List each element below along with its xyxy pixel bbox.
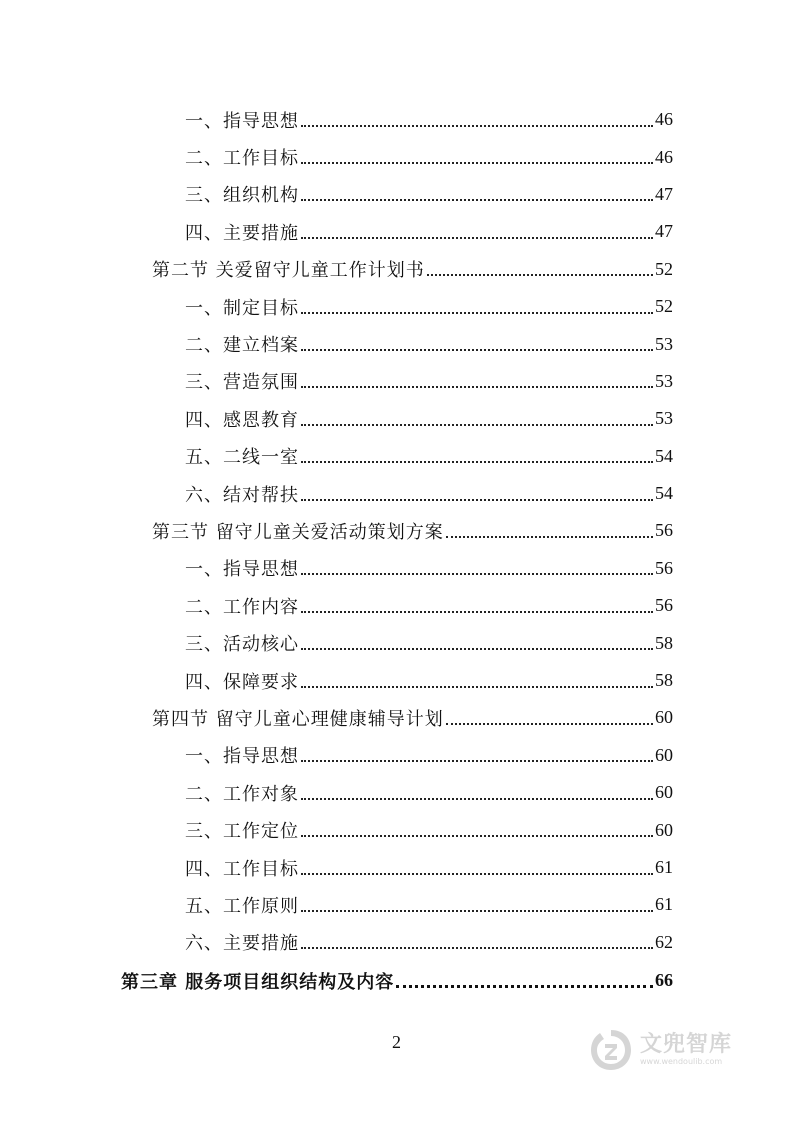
toc-entry-page: 60: [655, 707, 673, 728]
toc-entry-page: 60: [655, 782, 673, 803]
toc-entry-title: 四、主要措施: [185, 222, 299, 244]
toc-entry[interactable]: [0, 438, 673, 475]
toc-leader-dots: [301, 798, 653, 800]
toc-entry-page: 56: [655, 520, 673, 541]
toc-leader-dots: [446, 723, 653, 725]
toc-entry-title: 一、制定目标: [185, 297, 299, 319]
toc-entry-page: 53: [655, 408, 673, 429]
toc-entry[interactable]: [0, 101, 673, 138]
toc-entry[interactable]: [0, 475, 673, 512]
toc-entry-page: 56: [655, 557, 673, 578]
toc-leader-dots: [301, 312, 653, 314]
toc-entry[interactable]: [0, 924, 673, 961]
watermark-url: www.wendoulib.com: [640, 1057, 723, 1066]
toc-entry-title: 四、工作目标: [185, 858, 299, 880]
toc-entry[interactable]: [0, 587, 673, 624]
toc-section-entry[interactable]: [0, 251, 673, 288]
toc-entry-title: 二、工作内容: [185, 596, 299, 618]
toc-entry-page: 60: [655, 744, 673, 765]
toc-entry-page: 54: [655, 483, 673, 504]
toc-entry[interactable]: [0, 400, 673, 437]
toc-entry-page: 53: [655, 333, 673, 354]
toc-entry-page: 58: [655, 632, 673, 653]
toc-entry-page: 46: [655, 109, 673, 130]
toc-leader-dots: [301, 199, 653, 201]
toc-entry-title: 三、营造氛围: [185, 372, 299, 394]
toc-leader-dots: [396, 985, 653, 988]
toc-entry-title: 第二节 关爱留守儿童工作计划书: [152, 260, 425, 282]
toc-entry[interactable]: [0, 176, 673, 213]
table-of-contents: [0, 101, 793, 999]
toc-entry-page: 46: [655, 146, 673, 167]
toc-leader-dots: [301, 648, 653, 650]
toc-entry-title: 五、二线一室: [185, 447, 299, 469]
toc-entry-title: 二、工作对象: [185, 783, 299, 805]
watermark-brand-name: 文兜智库: [640, 1032, 733, 1057]
toc-leader-dots: [301, 611, 653, 613]
toc-entry[interactable]: [0, 849, 673, 886]
toc-entry[interactable]: [0, 550, 673, 587]
toc-entry-title: 六、结对帮扶: [185, 484, 299, 506]
toc-leader-dots: [446, 536, 653, 538]
watermark: [588, 1020, 758, 1080]
toc-leader-dots: [301, 760, 653, 762]
toc-entry[interactable]: [0, 774, 673, 811]
toc-entry-page: 54: [655, 445, 673, 466]
toc-entry-page: 52: [655, 258, 673, 279]
toc-section-entry[interactable]: [0, 512, 673, 549]
toc-entry-page: 47: [655, 221, 673, 242]
toc-leader-dots: [301, 386, 653, 388]
toc-entry-title: 三、组织机构: [185, 185, 299, 207]
toc-entry-page: 60: [655, 819, 673, 840]
toc-entry-title: 三、活动核心: [185, 634, 299, 656]
toc-entry-title: 一、指导思想: [185, 746, 299, 768]
toc-leader-dots: [301, 947, 653, 949]
toc-section-entry[interactable]: [0, 699, 673, 736]
toc-chapter-entry[interactable]: [0, 962, 673, 999]
toc-entry-page: 47: [655, 183, 673, 204]
page-number: 2: [392, 1032, 401, 1052]
toc-leader-dots: [301, 686, 653, 688]
toc-entry-page: 62: [655, 931, 673, 952]
toc-entry-title: 第三章 服务项目组织结构及内容: [121, 971, 395, 993]
toc-entry-title: 六、主要措施: [185, 933, 299, 955]
toc-entry-title: 第四节 留守儿童心理健康辅导计划: [152, 708, 444, 730]
toc-leader-dots: [301, 873, 653, 875]
toc-entry-page: 52: [655, 296, 673, 317]
toc-entry-page: 66: [655, 970, 673, 991]
toc-leader-dots: [301, 349, 653, 351]
toc-entry-title: 一、指导思想: [185, 110, 299, 132]
toc-leader-dots: [301, 461, 653, 463]
toc-entry-page: 61: [655, 894, 673, 915]
toc-entry-page: 53: [655, 370, 673, 391]
toc-entry-title: 第三节 留守儿童关爱活动策划方案: [152, 521, 444, 543]
toc-entry-title: 四、感恩教育: [185, 409, 299, 431]
toc-entry-title: 二、建立档案: [185, 335, 299, 357]
toc-entry-title: 五、工作原则: [185, 895, 299, 917]
toc-entry[interactable]: [0, 325, 673, 362]
wendou-logo-icon: [588, 1027, 634, 1073]
toc-entry[interactable]: [0, 288, 673, 325]
toc-entry[interactable]: [0, 886, 673, 923]
toc-entry[interactable]: [0, 363, 673, 400]
toc-leader-dots: [301, 499, 653, 501]
toc-leader-dots: [301, 424, 653, 426]
toc-entry-title: 一、指导思想: [185, 559, 299, 581]
toc-leader-dots: [301, 910, 653, 912]
toc-entry[interactable]: [0, 624, 673, 661]
toc-leader-dots: [427, 274, 653, 276]
toc-entry-title: 二、工作目标: [185, 148, 299, 170]
toc-entry[interactable]: [0, 811, 673, 848]
toc-entry[interactable]: [0, 662, 673, 699]
toc-entry[interactable]: [0, 138, 673, 175]
toc-entry-title: 三、工作定位: [185, 821, 299, 843]
toc-leader-dots: [301, 835, 653, 837]
toc-entry-title: 四、保障要求: [185, 671, 299, 693]
toc-entry-page: 56: [655, 595, 673, 616]
toc-leader-dots: [301, 237, 653, 239]
toc-entry-page: 61: [655, 857, 673, 877]
toc-entry[interactable]: [0, 737, 673, 774]
toc-entry[interactable]: [0, 213, 673, 250]
toc-leader-dots: [301, 573, 653, 575]
toc-leader-dots: [301, 125, 653, 127]
toc-entry-page: 58: [655, 670, 673, 691]
toc-leader-dots: [301, 162, 653, 164]
watermark-text: [640, 1033, 732, 1067]
